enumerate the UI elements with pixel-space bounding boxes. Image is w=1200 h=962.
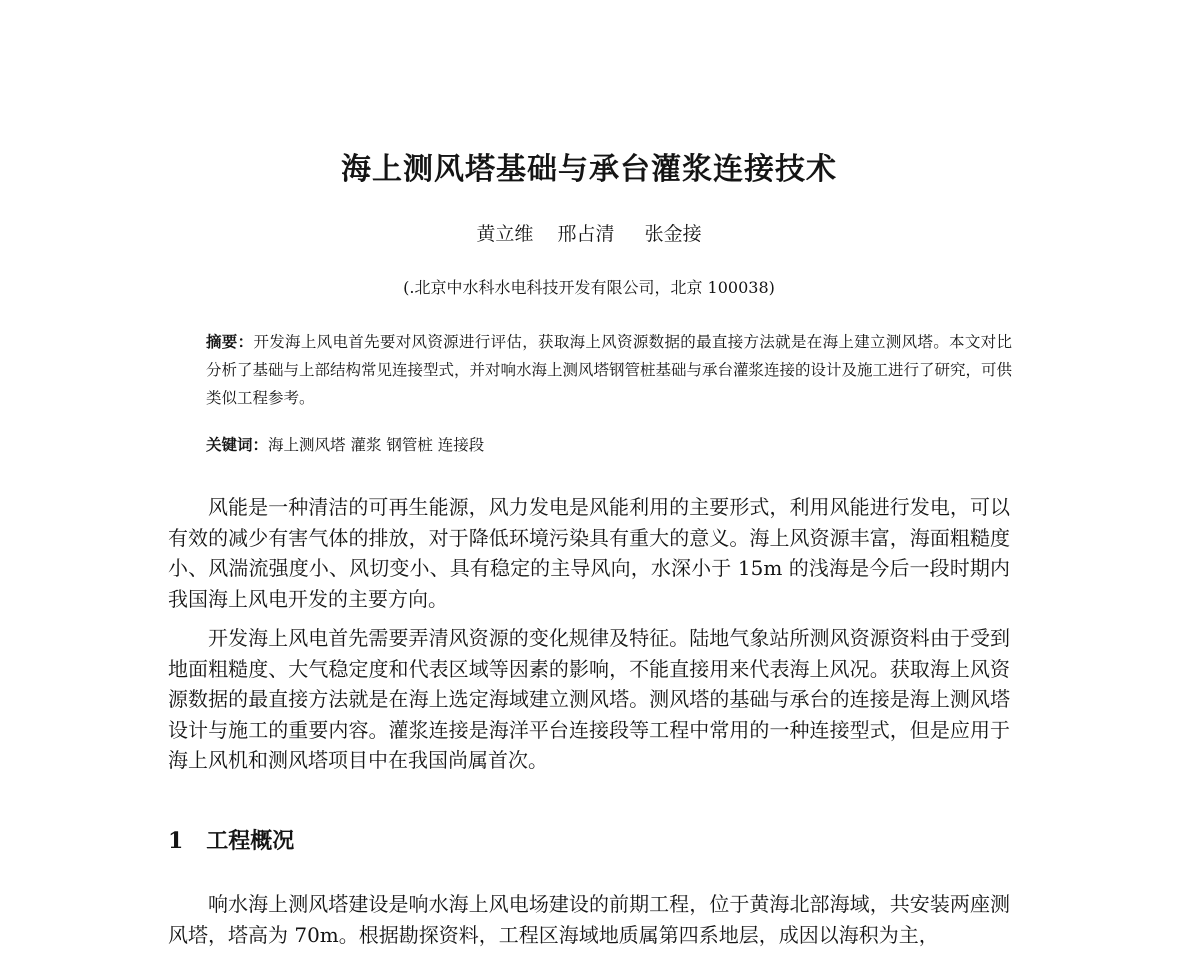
keywords-label: 关键词： (206, 435, 269, 454)
body-paragraph: 开发海上风电首先需要弄清风资源的变化规律及特征。陆地气象站所测风资源资料由于受到地面粗糙度、大气稳定度和代表区域等因素的影响，不能直接用来代表海上风况。获取海上风资源数据的最直接方法就是在海上选定海域建立测风塔。测风塔的基础与承台的连接是海上测风塔设计与施工的重要内容。灌浆连接是海洋平台连接段等工程中常用的一种连接型式，但是应用于海上风机和测风塔项目中在我国尚属首次。 (168, 626, 1010, 773)
body-paragraph: 响水海上测风塔建设是响水海上风电场建设的前期工程，位于黄海北部海域，共安装两座测风塔，塔高为 70m。根据勘探资料，工程区海域地质属第四系地层，成因以海积为主， (168, 892, 1010, 947)
abstract-label: 摘要： (206, 332, 254, 351)
keywords (206, 431, 1012, 459)
body-paragraph: 风能是一种清洁的可再生能源，风力发电是风能利用的主要形式，利用风能进行发电，可以有效的减少有害气体的排放，对于降低环境污染具有重大的意义。海上风资源丰富，海面粗糙度小、风湍流强度小、风切变小、具有稳定的主导风向，水深小于 15m 的浅海是今后一段时期内我国海上风电开发的主要方向。 (168, 495, 1010, 611)
paper-title: 海上测风塔基础与承台灌浆连接技术 (341, 152, 837, 187)
keywords-text: 海上测风塔 灌浆 钢管桩 连接段 (268, 436, 485, 454)
author-affiliation: (.北京中水科水电科技开发有限公司，北京 100038) (403, 278, 775, 297)
abstract-text: 开发海上风电首先要对风资源进行评估，获取海上风资源数据的最直接方法就是在海上建立测风塔。本文对比分析了基础与上部结构常见连接型式，并对响水海上测风塔钢管桩基础与承台灌浆连接的设计及施工进行了研究，可供类似工程参考。 (206, 333, 1013, 407)
section-heading (168, 824, 294, 858)
author-list: 黄立维 邢占清 张金接 (476, 223, 702, 245)
section-number: 1 (168, 828, 184, 854)
section-title: 工程概况 (206, 828, 295, 854)
abstract (206, 328, 1012, 412)
